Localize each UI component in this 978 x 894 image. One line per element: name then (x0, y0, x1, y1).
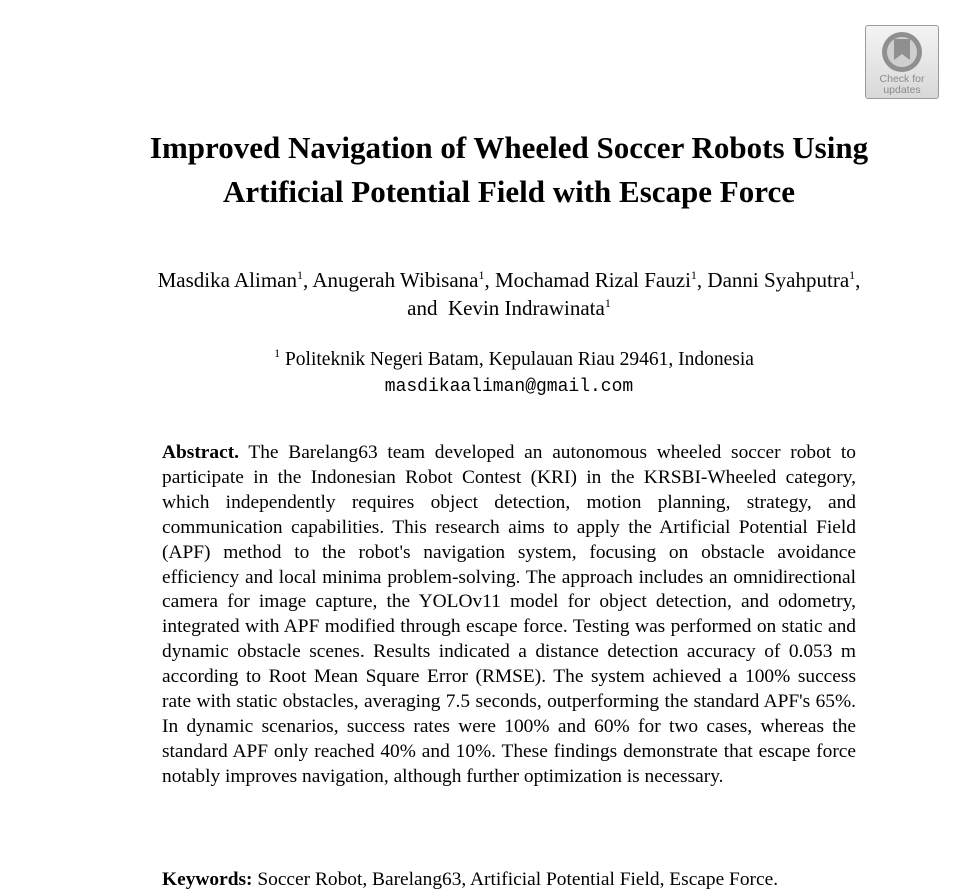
keywords (162, 867, 882, 893)
affiliation (0, 347, 978, 373)
author-name: Anugerah Wibisana (312, 268, 479, 292)
title-line-1: Improved Navigation of Wheeled Soccer Robots Using (149, 130, 869, 165)
abstract-text: The Barelang63 team developed an autonomous wheeled soccer robot to participate in the Indonesian Robot Contest (KRI) in the KRSBI-Wheeled category, which independently requires object detection, motion planning, strategy, and communication capabilities. This research aims to apply the Artificial Potential Field (APF) method to the robot's navigation system, focusing on obstacle avoidance efficiency and local minima problem-solving. The approach includes an omnidirectional camera for image capture, the YOLOv11 model for object detection, and odometry, integrated with APF modified through escape force. Testing was performed on static and dynamic obstacle scenes. Results indicated a distance detection accuracy of 0.053 m according to Root Mean Square Error (RMSE). The system achieved a 100% success rate with static obstacles, averaging 7.5 seconds, outperforming the standard APF's 65%. In dynamic scenarios, success rates were 100% and 60% for two cases, whereas the standard APF only reached 40% and 10%. These findings demonstrate that escape force notably improves navigation, although further optimization is necessary. (162, 442, 857, 787)
author-name: Mochamad Rizal Fauzi (494, 268, 691, 292)
keywords-label: Keywords: (162, 869, 253, 890)
badge-label-line2: updates (883, 84, 921, 96)
author-line-2 (0, 294, 978, 322)
author-separator: , (696, 268, 708, 292)
author-name: and Kevin Indrawinata (407, 296, 605, 320)
affiliation-mark: 1 (296, 268, 303, 282)
affiliation-mark: 1 (478, 268, 485, 282)
check-for-updates-badge[interactable] (865, 25, 939, 99)
affiliation-mark: 1 (849, 268, 856, 282)
affiliation-mark: 1 (274, 346, 281, 360)
affiliation-text: Politeknik Negeri Batam, Kepulauan Riau 29461, Indonesia (284, 349, 754, 370)
bookmark-check-icon (880, 30, 924, 74)
abstract (162, 441, 856, 790)
contact-email: masdikaaliman@gmail.com (384, 377, 634, 397)
author-name: Masdika Aliman (157, 268, 297, 292)
author-separator: , (484, 268, 495, 292)
author-separator: , (855, 268, 861, 292)
affiliation-mark: 1 (690, 268, 697, 282)
badge-label-line1: Check for (879, 73, 925, 85)
author-name: Danni Syahputra (707, 268, 850, 292)
abstract-label: Abstract. (162, 442, 240, 463)
author-line-1 (0, 266, 978, 294)
affiliation-mark: 1 (604, 296, 611, 310)
keywords-text: Soccer Robot, Barelang63, Artificial Potential Field, Escape Force. (257, 869, 779, 890)
paper-title (0, 126, 978, 214)
author-separator: , (302, 268, 313, 292)
author-list (0, 266, 978, 322)
title-line-2: Artificial Potential Field with Escape Force (223, 174, 795, 209)
